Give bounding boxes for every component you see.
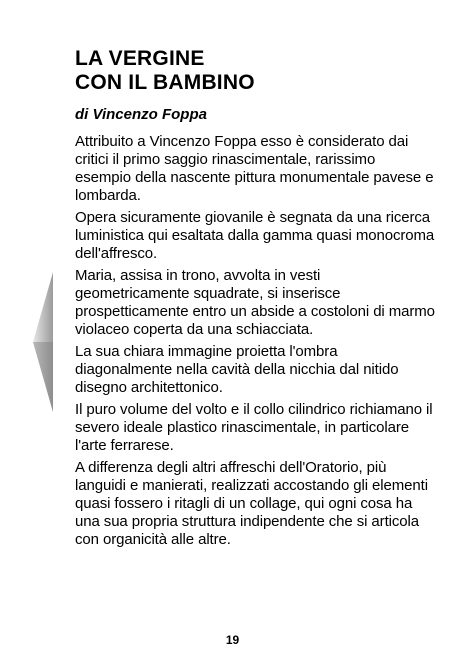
title-line-1: LA VERGINE [75, 47, 205, 70]
paragraph: Il puro volume del volto e il collo cilindrico richiamano il severo ideale plastico rinascimentale, in particolare l'arte ferrarese. [75, 401, 433, 454]
paragraph: La sua chiara immagine proietta l'ombra diagonalmente nella cavità della nicchia dal nitido disegno architettonico. [75, 343, 399, 396]
page-number: 19 [225, 633, 240, 647]
left-arrow-icon[interactable] [33, 272, 53, 412]
paragraph: Opera sicuramente giovanile è segnata da una ricerca luministica qui esaltata dalla gamma quasi monocroma dell'affresco. [75, 209, 435, 262]
paragraph: A differenza degli altri affreschi dell'Oratorio, più languidi e manierati, realizzati accostando gli elementi quasi fossero i ritagli di un collage, qui ogni cosa ha una sua propria struttura indipendente che si articola con organicità alle altre. [75, 459, 428, 548]
title-line-2: CON IL BAMBINO [75, 71, 255, 94]
article-body [75, 133, 435, 553]
paragraph: Attribuito a Vincenzo Foppa esso è considerato dai critici il primo saggio rinascimentale, rarissimo esempio della nascente pittura monumentale pavese e lombarda. [75, 133, 434, 204]
page-title [75, 47, 255, 95]
paragraph: Maria, assisa in trono, avvolta in vesti geometricamente squadrate, si inserisce prospetticamente entro un abside a costoloni di marmo violaceo coperta da una schiacciata. [75, 267, 435, 338]
author-line: di Vincenzo Foppa [75, 106, 207, 123]
